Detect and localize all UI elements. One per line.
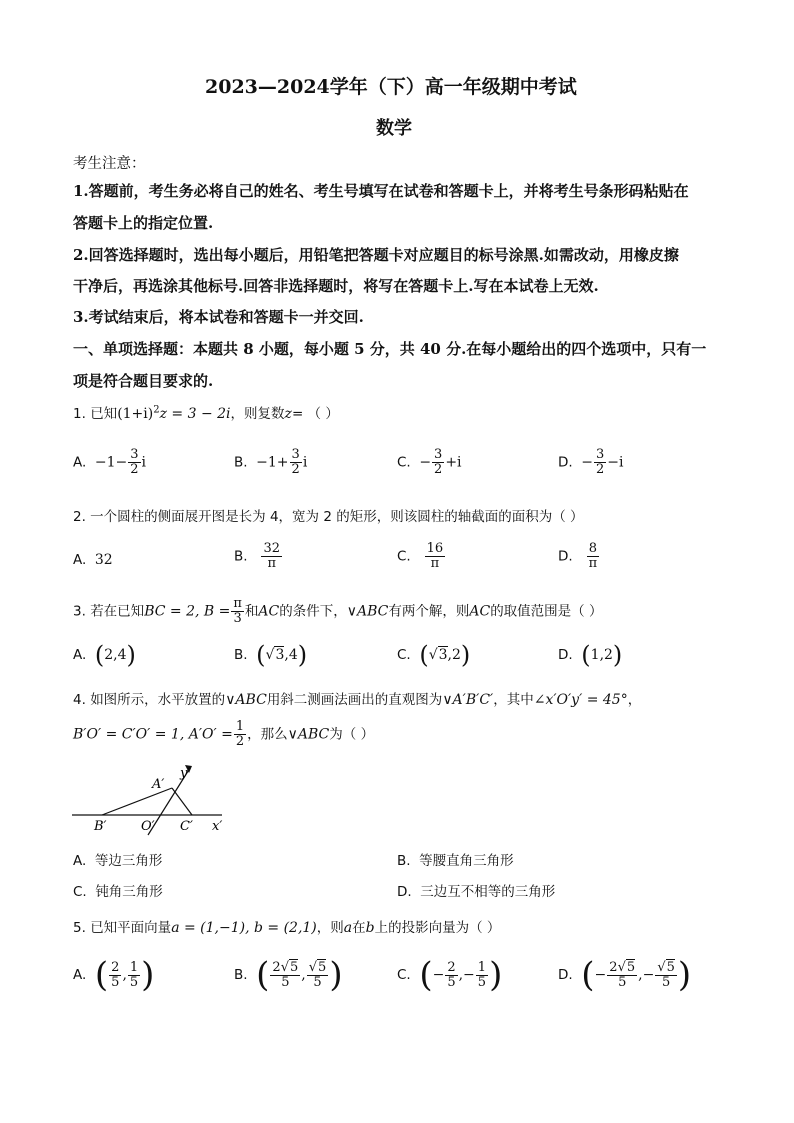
right-paren: ) [489, 955, 503, 995]
q4-expr4: B′O′ = C′O′ = 1, A′O′ = [73, 726, 233, 743]
q3-option-a[interactable] [73, 641, 136, 669]
option-label: A. [73, 853, 87, 869]
exam-title: 2023—2024学年（下）高一年级期中考试 [205, 76, 577, 98]
radicand: 5 [666, 959, 675, 975]
q3-expr3: ∨ABC [346, 603, 389, 620]
option-label: D. [558, 647, 573, 663]
numerator: 1 [129, 959, 139, 975]
question-2: 2. 一个圆柱的侧面展开图是长为 4，宽为 2 的矩形，则该圆柱的轴截面的面积为（ ） [73, 509, 584, 525]
denominator: 5 [129, 974, 139, 990]
q1-expr: (1+i) [117, 406, 154, 422]
q1-option-d[interactable] [558, 448, 624, 477]
option-label: B. [234, 454, 248, 471]
q5-text4: 上的投影向量为（ ） [374, 920, 501, 936]
right-paren: ) [297, 641, 308, 669]
q5-text3: 在 [352, 920, 366, 936]
option-pre: − [581, 454, 594, 471]
option-pre: −1+ [256, 454, 289, 471]
q3-option-b[interactable]: B. (√3,4) [234, 641, 308, 669]
numerator: 3 [291, 447, 300, 462]
q5-number: 5. [73, 920, 86, 936]
option-body: 2,4 [104, 647, 127, 663]
fraction-2 [655, 961, 677, 990]
label-b: B′ [94, 819, 107, 834]
q1-option-a[interactable] [73, 448, 146, 477]
option-pre: −1− [94, 454, 128, 471]
q4-option-a[interactable] [73, 849, 162, 869]
left-paren: ( [256, 641, 266, 669]
denominator: π [267, 556, 276, 571]
numerator: 3 [434, 447, 443, 462]
note-1b: 答题卡上的指定位置. [73, 214, 214, 232]
radicand: 5 [290, 959, 299, 975]
q3-expr4: AC [469, 603, 491, 620]
option-label: C. [397, 647, 411, 663]
note-2a: 2.回答选择题时，选出每小题后，用铅笔把答题卡对应题目的标号涂黑.如需改动，用橡皮擦 [73, 246, 679, 264]
q4-expr3: ∠x′O′y′ = 45° [533, 692, 628, 708]
q4-text6: 为（ ） [329, 726, 375, 743]
q1-sup: 2 [153, 404, 160, 416]
question-5 [73, 916, 500, 936]
q4-option-d[interactable] [397, 880, 555, 900]
left-paren: ( [419, 641, 429, 669]
question-4-line1 [73, 688, 641, 708]
fraction [234, 720, 246, 749]
numerator: 3 [130, 447, 139, 462]
option-label: D. [558, 454, 573, 471]
q3-text3: 有两个解，则 [388, 603, 470, 620]
option-label: A. [73, 454, 87, 471]
label-c: C′ [180, 819, 193, 834]
sign-1: − [594, 967, 607, 983]
left-paren: ( [581, 955, 595, 995]
option-body: ,2 [447, 647, 461, 663]
q3-text2: 的条件下， [279, 603, 347, 620]
q4-number: 4. [73, 692, 86, 708]
option-body: 1,2 [590, 647, 613, 663]
left-paren: ( [419, 955, 433, 995]
q3-option-d[interactable] [558, 641, 622, 669]
label-o: O′ [141, 819, 155, 834]
oblique-drawing-figure [70, 760, 240, 840]
q3-expr1: BC = 2, B = [144, 603, 231, 620]
q1-number: 1. [73, 406, 86, 422]
q2-option-a[interactable] [73, 552, 113, 568]
numerator: 32 [263, 541, 280, 556]
radicand: 3 [275, 647, 285, 663]
denominator: 5 [111, 974, 120, 990]
denominator: 5 [447, 974, 456, 990]
option-label: C. [73, 884, 87, 900]
coefficient: 2 [609, 959, 618, 975]
q4-expr5: ∨ABC [287, 726, 330, 743]
sign-2: − [642, 967, 655, 983]
right-paren: ) [126, 641, 136, 669]
fraction [432, 448, 444, 477]
sign-2: − [463, 967, 475, 983]
q4-option-b[interactable] [397, 849, 514, 869]
section1-line-a: 一、单项选择题：本题共 8 小题，每小题 5 分，共 40 分.在每小题给出的四个选项中，只有一 [73, 340, 707, 358]
q3-number: 3. [73, 603, 86, 620]
q3-text4: 的取值范围是（ ） [490, 603, 603, 620]
left-paren: ( [256, 955, 270, 995]
q5-expr3: b [365, 920, 375, 936]
q3-text1: 和 [244, 603, 259, 620]
notes-heading: 考生注意： [73, 156, 146, 172]
option-label: D. [397, 884, 412, 900]
fraction-2 [128, 961, 140, 990]
fraction [594, 448, 606, 477]
q3-expr2: AC [258, 603, 280, 620]
numerator: 2√5 [272, 959, 299, 975]
numerator: 3 [596, 447, 605, 462]
q4-text3: ，其中 [493, 692, 534, 708]
option-label: A. [73, 647, 87, 663]
q5-option-b[interactable]: B. ( $\frac{2√5}{5}$ , $\frac{√5}{5}$ ) [234, 955, 343, 995]
q1-post: = （ ） [291, 406, 339, 422]
fraction [231, 597, 244, 626]
fraction-1 [445, 961, 457, 990]
numerator: 8 [588, 541, 597, 556]
segment-ac [172, 788, 192, 815]
label-a: A′ [152, 777, 165, 792]
right-paren: ) [460, 641, 471, 669]
q2-option-d[interactable] [558, 542, 600, 571]
numerator: π [233, 596, 242, 611]
numerator: 2 [111, 959, 120, 975]
option-value: 32 [94, 552, 113, 568]
section1-line-b: 项是符合题目要求的. [73, 372, 214, 390]
fraction [261, 542, 282, 571]
option-post: +i [445, 454, 462, 471]
option-body: ,4 [284, 647, 298, 663]
q4-expr2: ∨A′B′C′ [442, 692, 494, 708]
option-label: C. [397, 967, 411, 983]
option-text: 三边互不相等的三角形 [420, 884, 556, 900]
numerator: 1 [235, 719, 245, 734]
fraction-2 [476, 961, 488, 990]
numerator: 16 [426, 541, 444, 556]
numerator: 2√5 [609, 959, 636, 975]
numerator: √5 [657, 959, 675, 975]
numerator: √5 [308, 959, 327, 975]
fraction-1 [607, 961, 637, 990]
denominator: π [588, 556, 598, 571]
fraction [587, 542, 600, 571]
option-post: i [302, 454, 308, 471]
q4-text1: 如图所示，水平放置的 [90, 692, 226, 708]
coefficient: 2 [272, 959, 281, 975]
denominator: 5 [281, 974, 290, 990]
denominator: 2 [130, 462, 139, 477]
option-text: 等边三角形 [94, 853, 163, 869]
radicand: 5 [318, 959, 327, 975]
option-label: B. [234, 647, 248, 663]
label-x: x′ [212, 819, 223, 834]
q4-expr1: ∨ABC [225, 692, 267, 708]
fraction [425, 542, 446, 571]
denominator: 5 [477, 974, 487, 990]
q4-option-c[interactable] [73, 880, 163, 900]
q5-option-a[interactable]: A. ( $\frac{2}{5}$ , $\frac{1}{5}$ ) [73, 955, 155, 995]
question-4-line2 [73, 720, 374, 749]
right-paren: ) [329, 955, 343, 995]
note-2b: 干净后，再选涂其他标号.回答非选择题时，将写在答题卡上.写在本试卷上无效. [73, 277, 599, 295]
q5-expr1: a = (1,−1), b = (2,1) [171, 920, 317, 936]
option-label: D. [558, 548, 573, 565]
option-post: −i [607, 454, 624, 471]
q4-text4: ， [627, 692, 642, 708]
q3-pre: 若在已知 [90, 603, 145, 620]
q5-text2: ，则 [316, 920, 344, 936]
fraction-2 [307, 961, 329, 990]
denominator: 2 [596, 462, 605, 477]
denominator: 2 [291, 462, 300, 477]
q1-mid: ，则复数 [230, 406, 285, 422]
fraction-1 [109, 961, 121, 990]
note-1a: 1.答题前，考生务必将自己的姓名、考生号填写在试卷和答题卡上，并将考生号条形码粘贴在 [73, 182, 689, 200]
option-text: 钝角三角形 [95, 884, 163, 900]
q1-expr2: z = 3 − 2i [159, 406, 231, 422]
option-label: C. [397, 548, 411, 565]
denominator: 5 [618, 974, 627, 990]
fraction-1 [270, 961, 300, 990]
numerator: 2 [447, 959, 456, 975]
option-text: 等腰直角三角形 [419, 853, 514, 869]
question-1 [73, 402, 339, 422]
q1-option-c[interactable] [397, 448, 462, 477]
q3-option-c[interactable]: C. (√3,2) [397, 641, 471, 669]
numerator: 1 [477, 959, 487, 975]
q5-option-c[interactable]: C. (− $\frac{2}{5}$ ,− $\frac{1}{5}$ ) [397, 955, 503, 995]
q5-text1: 已知平面向量 [90, 920, 172, 936]
option-label: B. [397, 853, 411, 869]
denominator: 5 [661, 974, 671, 990]
q5-expr2: a [343, 920, 353, 936]
q2-option-c[interactable] [397, 542, 446, 571]
left-paren: ( [94, 955, 109, 995]
left-paren: ( [581, 641, 591, 669]
q1-var: z [284, 406, 292, 422]
option-label: A. [73, 552, 87, 568]
q2-option-b[interactable] [234, 542, 283, 571]
sign-1: − [432, 967, 445, 983]
denominator: 3 [233, 611, 242, 626]
option-label: B. [234, 967, 248, 983]
q4-text5: ，那么 [247, 726, 288, 743]
q1-pre: 已知 [90, 406, 118, 422]
option-label: A. [73, 967, 87, 983]
left-paren: ( [94, 641, 105, 669]
denominator: π [430, 556, 440, 571]
subject-title: 数学 [376, 118, 412, 139]
option-pre: − [419, 454, 432, 471]
q4-text2: 用斜二测画法画出的直观图为 [266, 692, 443, 708]
option-label: C. [397, 454, 411, 471]
right-paren: ) [612, 641, 623, 669]
label-y: y′ [180, 766, 191, 781]
denominator: 2 [235, 734, 245, 749]
option-post: i [141, 454, 147, 471]
question-3 [73, 597, 602, 626]
q5-option-d[interactable]: D. (− $\frac{2√5}{5}$ ,− $\frac{√5}{5}$ ) [558, 955, 692, 995]
denominator: 5 [313, 974, 322, 990]
fraction [128, 448, 140, 477]
note-3: 3.考试结束后，将本试卷和答题卡一并交回. [73, 308, 364, 326]
denominator: 2 [434, 462, 443, 477]
radicand: 5 [626, 959, 636, 975]
right-paren: ) [677, 955, 692, 995]
radicand: 3 [438, 647, 448, 663]
right-paren: ) [141, 955, 155, 995]
option-label: D. [558, 967, 573, 983]
fraction [290, 448, 302, 477]
segment-ba [102, 788, 172, 815]
q1-option-b[interactable] [234, 448, 307, 477]
option-label: B. [234, 548, 248, 565]
